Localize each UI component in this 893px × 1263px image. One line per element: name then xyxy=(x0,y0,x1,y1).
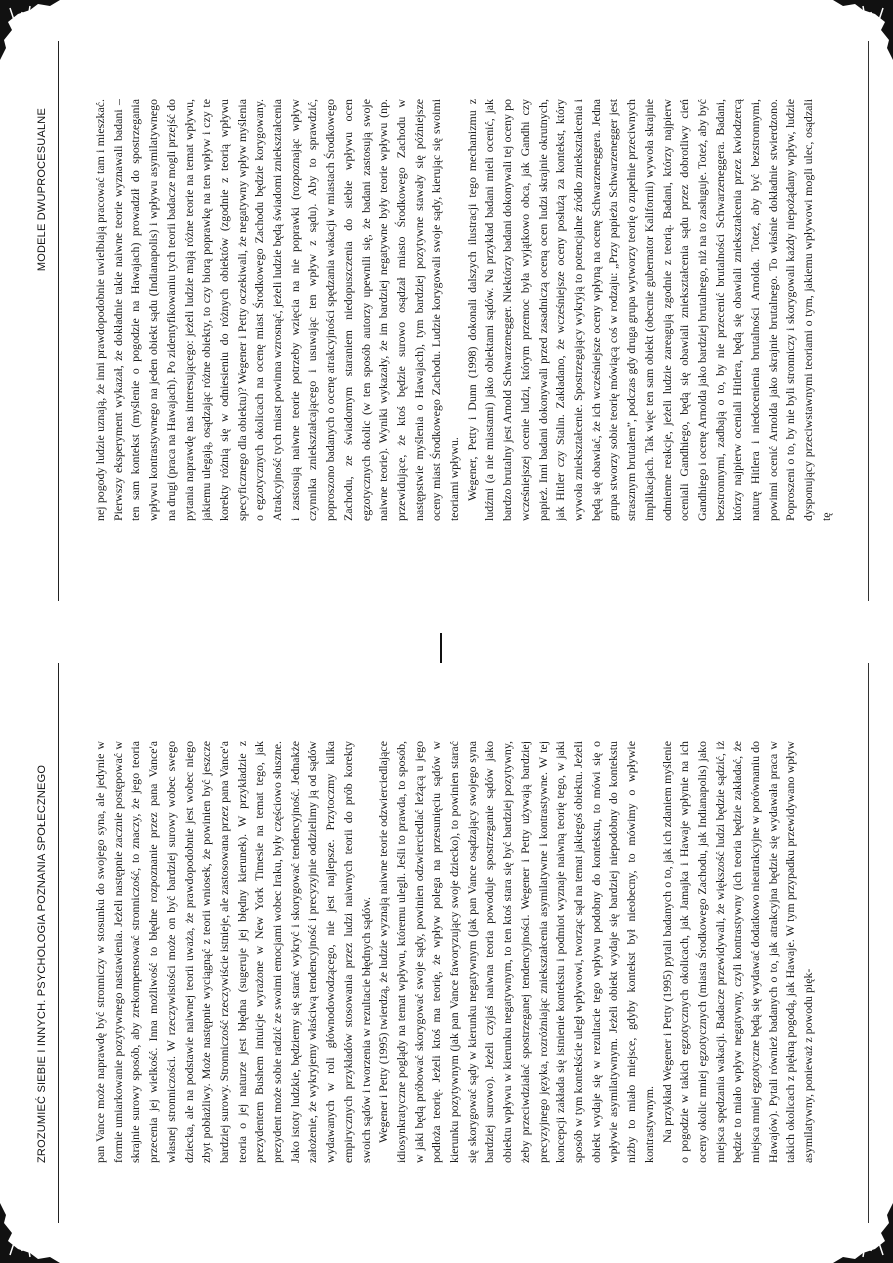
left-page-body xyxy=(92,741,856,1163)
footer-rule xyxy=(868,663,869,1223)
gutter-mark xyxy=(440,633,442,663)
right-page xyxy=(0,0,893,631)
paragraph: nej pogody ludzie uznają, że inni prawdopodobnie uwielbiają pracować tam i mieszkać. Pierwszy eksperyment wykazał, że dokładnie takie naiwne teorie wyznawali badani – ten sam kontekst (myślenie o pogodzie na Hawajach) prowadził do spostrzegania wpływu kontrastywnego na jeden obiekt sądu (Indianapolis) i wpływu asymilatywnego na drugi (praca na Hawajach). Po zidentyfikowaniu tych teorii badacze mogli przejść do pytania naprawdę nas interesującego: jeżeli ludzie mają różne teorie na temat wpływu, jakiemu ulegają, osądzając różne obiekty, to czy biorą poprawkę na ten wpływ i czy te korekty różnią się w odniesieniu do różnych obiektów (zgodnie z teorią wpływu specyficznego dla obiektu)? Wegener i Petty oczekiwali, że negatywny wpływ myślenia o egzotycznych okolicach na ocenę miast Środkowego Zachodu będzie korygowany. Atrakcyjność tych miast powinna wzrosnąć, jeżeli ludzie będą świadomi zniekształcenia i zastosują naiwne teorie potrzeby wzięcia na nie poprawki (rozpoznając wpływ czynnika zniekształcającego i usuwając ten wpływ z sądu). Aby to sprawdzić, poproszono badanych o ocenę atrakcyjności spędzania wakacji w miastach Środkowego Zachodu, ze świadomym staraniem niedopuszczenia do siebie wpływu ocen egzotycznych okolic (w ten sposób autorzy upewnili się, że badani zastosują swoje naiwne teorie). Wyniki wykazały, że im bardziej negatywne były teorie wpływu (np. przewidujące, że ktoś będzie surowo osądzał miasto Środkowego Zachodu w następstwie myślenia o Hawajach), tym bardziej pozytywne stawały się późniejsze oceny miast Środkowego Zachodu. Ludzie korygowali swoje sądy, kierując się swoimi teoriami wpływu. xyxy=(93,99,462,521)
paragraph: Wegener, Petty i Dunn (1998) dokonali dalszych ilustracji tego mechanizmu z ludźmi (a nie miastami) jako obiektami sądów. Na przykład badani mieli ocenić, jak bardzo brutalny jest Arnold Schwarzenegger. Niektórzy badani dokonywali tej oceny po wcześniejszej ocenie ludzi, którym przemoc była wyjątkowo obca, jak Gandhi czy papież. Inni badani dokonywali przed zasadniczą oceną ocen ludzi skrajnie okrutnych, jak Hitler czy Stalin. Zakładano, że wcześniejsze oceny posłużą za kontekst, który wywoła zniekształcenie. Spostrzegający wykryją to potencjalne źródło zniekształcenia i będą się obawiać, że ich wcześniejsze oceny wpłyną na ocenę Schwarzeneggera. Jedna grupa stworzy sobie teorię mówiącą coś w rodzaju: „Przy papieżu Schwarzenegger jest strasznym brutalem”, podczas gdy druga grupa wytworzy teorię o zupełnie przeciwnych implikacjach. Tak więc ten sam obiekt (obecnie gubernator Kalifornii) wywoła skrajnie odmienne reakcje, jeżeli ludzie zareagują zgodnie z teorią. Badani, którzy najpierw oceniali Gandhiego, będą się obawiali zniekształcenia sądu przez dobrotliwy cień Gandhiego i ocenę Arnolda jako bardziej brutalnego, niż na to zasługuje. Toteż, aby być bezstronnymi, zadbają o to, by nie przecenić brutalności Schwarzeneggera. Badani, którzy najpierw oceniali Hitlera, będą się obawiali zniekształcenia przez kwiodzercą naturę Hitlera i niedocenienia brutalności Arnolda. Toteż, aby być bezstronnymi, powinni ocenić Arnolda jako skrajnie brutalnego. To właśnie dokładnie stwierdzono. Poproszeni o to, by nie byli stronniczy i skorygowali każdy niepożądany wpływ, ludzie dysponujący przeciwstawnymi teoriami o tym, jakiemu wpływowi mogli ulec, osądzali tę xyxy=(464,99,833,521)
footer-rule xyxy=(868,41,869,601)
paragraph: Wegener i Petty (1995) twierdzą, że ludzie wyznają naiwne teorie odzwierciedlające idiosynkratyczne poglądy na temat wpływu, któremu ulegli. Jeśli to prawda, to sposób, w jaki będą próbować skorygować swoje sądy, powinien odzwierciedlać leżącą u jego podłoża teorię. Jeżeli ktoś ma teorię, że wpływ polega na przesunięciu sądów w kierunku pozytywnym (jak pan Vance faworyzujący swoje dziecko), to powinien starać się skorygować sądy w kierunku negatywnym (jak pan Vance osądzający swojego syna bardziej surowo). Jeżeli czyjaś naiwna teoria powoduje spostrzeganie sądów jako obiektu wpływu w kierunku negatywnym, to ten ktoś stara się być bardziej pozytywny, żeby przeciwdziałać spostrzeganej tendencyjności. Wegener i Petty używają bardziej precyzyjnego języka, rozróżniając zniekształcenia asymilatywne i kontrastywne. W tej koncepcji zakłada się istnienie kontekstu i podmiot wyznaje naiwną teorię tego, w jaki sposób w tym kontekście uległ wpływowi, tworząc sąd na temat jakiegoś obiektu. Jeżeli obiekt wydaje się w rezultacie tego wpływu podobny do kontekstu, to mówi się o wpływie asymilatywnym. Jeżeli obiekt wydaje się bardziej niepodobny do kontekstu niżby to miało miejsce, gdyby kontekst był nieobecny, to mówimy o wpływie kontrastywnym. xyxy=(376,741,656,1163)
running-head-left: ZROZUMIEĆ SIEBIE I INNYCH. PSYCHOLOGIA POZNANIA SPOŁECZNEGO xyxy=(36,764,48,1163)
scan-corner-ornament-icon xyxy=(833,0,893,60)
scan-corner-ornament-icon xyxy=(0,1203,60,1263)
right-page-body xyxy=(92,99,856,521)
paragraph: Na przykład Wegener i Petty (1995) pytali badanych o to, jak ich zdaniem myślenie o pogodzie w takich egzotycznych okolicach, jak Jamajka i Hawaje wpłynie na ich oceny okolic mniej egzotycznych (miasta Środkowego Zachodu, jak Indianapolis) jako miejsca spędzania wakacji. Badacze przewidywali, że większość ludzi będzie sądzić, iż będzie to miało wpływ negatywny, czyli kontrastywny (ich teoria będzie zakładać, że miejsca mniej egzotyczne będą się wydawać dodatkowo nieatrakcyjne w porównaniu do Hawajów). Pytali również badanych o to, jak atrakcyjna będzie się wydawała praca w takich okolicach z piękną pogodą, jak Hawaje. W tym przypadku przewidywano wpływ asymilatywny, ponieważ z powodu pięk- xyxy=(659,741,816,1163)
left-page xyxy=(0,632,893,1263)
paragraph: pan Vance może naprawdę być stronniczy w stosunku do swojego syna, ale jedynie w formie umiarkowanie pozytywnego nastawienia. Jeżeli następnie zacznie postępować w skrajnie surowy sposób, aby zrekompensować stronniczość, to znaczy, że jego teoria przecenia jej wielkość. Inna możliwość to błędne rozpoznanie przez pana Vance'a własnej stronniczości. W rzeczywistości może on być bardziej surowy wobec swego dziecka, ale na podstawie naiwnej teorii uważa, że prawdopodobnie jest wobec niego zbyt pobłażliwy. Może następnie wyciągnąć z teorii wniosek, że powinien być jeszcze bardziej surowy. Stronniczość rzeczywiście istnieje, ale zastosowana przez pana Vance'a teoria o jej naturze jest błędna (sugeruje jej błędny kierunek). W przykładzie z prezydentem Bushem intuicje wyrażone w New York Timesie na temat tego, jak prezydent może sobie radzić ze swoimi emocjami wobec Iraku, były częściowo słuszne. Jako istoty ludzkie, będziemy się starać wykryć i skorygować tendencyjność. Jednakże założenie, że wykryjemy właściwą tendencyjność i precyzyjnie oddzielimy ją od sądów wydawanych w roli głównodowodzącego, nie jest najlepsze. Przytoczmy kilka empirycznych przykładów stosowania przez ludzi naiwnych teorii do prób korekty swoich sądów i tworzenia w rezultacie błędnych sądów. xyxy=(93,741,373,1163)
running-head-right: MODELE DWUPROCESUALNE xyxy=(36,108,48,272)
header-rule xyxy=(58,663,59,1223)
scan-corner-ornament-icon xyxy=(833,1203,893,1263)
scan-corner-ornament-icon xyxy=(0,0,60,60)
header-rule xyxy=(58,41,59,601)
